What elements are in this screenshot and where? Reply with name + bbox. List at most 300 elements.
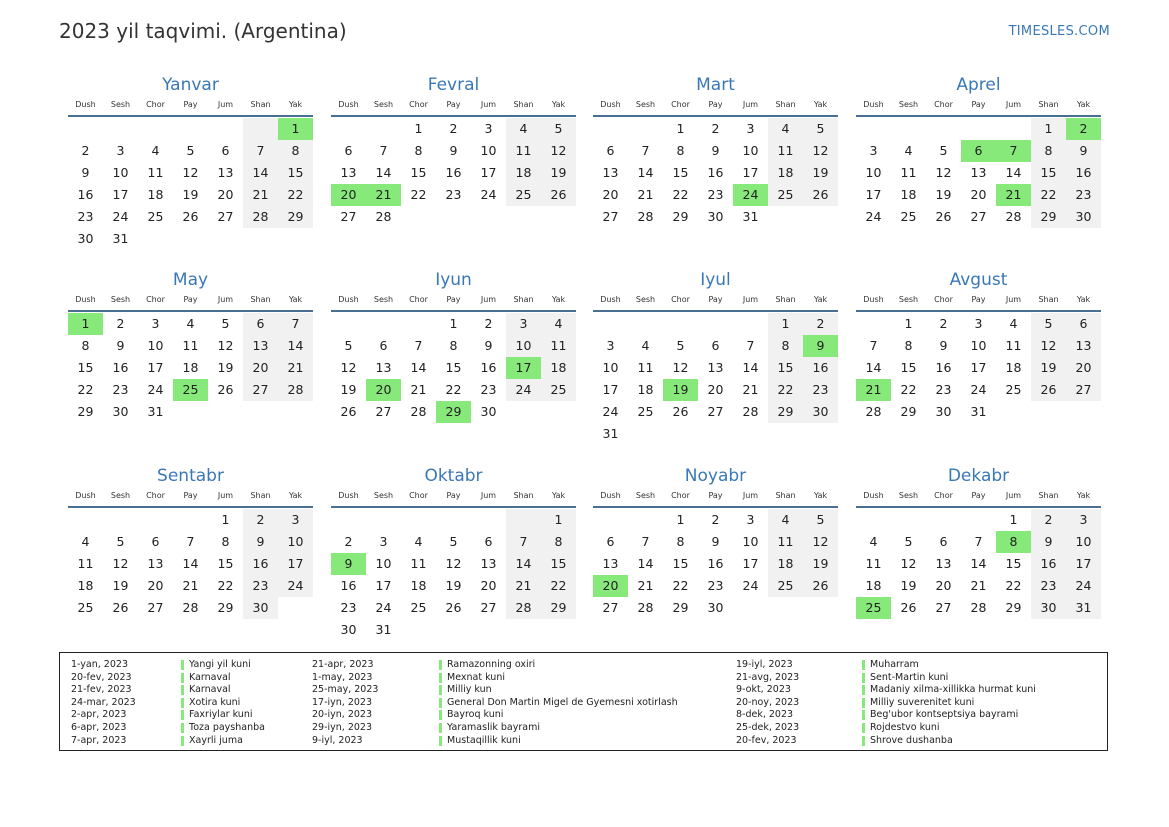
day-cell: 19	[445, 578, 462, 593]
day-cell: 6	[151, 534, 160, 549]
day-cell: 22	[541, 575, 576, 597]
day-cell: 4	[81, 534, 90, 549]
day-cell: 22	[278, 184, 313, 206]
day-cell: 2	[711, 121, 720, 136]
holiday-date: 24-mar, 2023	[71, 696, 136, 708]
day-cell: 10	[742, 534, 759, 549]
month-name: Sentabr	[157, 466, 224, 486]
holiday-day-cell: 20	[366, 379, 401, 401]
weekday-label: Shan	[1038, 491, 1059, 500]
day-cell: 1	[676, 512, 685, 527]
weekday-label: Pay	[708, 491, 723, 500]
month-name: Oktabr	[424, 466, 483, 486]
day-cell: 3	[869, 143, 878, 158]
weekday-label: Pay	[708, 295, 723, 304]
weekday-label: Sesh	[635, 491, 656, 500]
holiday-date: 7-apr, 2023	[71, 734, 127, 746]
day-cell: 14	[410, 360, 427, 375]
weekday-label: Jum	[742, 100, 759, 109]
day-cell: 2	[1031, 509, 1066, 531]
day-cell: 17	[112, 187, 129, 202]
empty-day-cell	[856, 118, 891, 140]
day-cell: 29	[77, 404, 94, 419]
day-cell: 14	[182, 556, 199, 571]
day-cell: 21	[506, 575, 541, 597]
weekday-label: Chor	[146, 100, 165, 109]
day-cell: 23	[1031, 575, 1066, 597]
weekday-label: Pay	[708, 100, 723, 109]
holiday-day-cell: 25	[173, 379, 208, 401]
header-rule	[331, 506, 576, 508]
month-aprel	[856, 72, 1101, 228]
day-cell: 3	[116, 143, 125, 158]
day-cell: 29	[672, 209, 689, 224]
holiday-day-cell: 29	[436, 401, 471, 423]
holiday-name: Bayroq kuni	[447, 709, 504, 721]
day-cell: 17	[1066, 553, 1101, 575]
day-cell: 13	[147, 556, 164, 571]
holiday-row	[60, 659, 1107, 672]
weekday-label: Pay	[446, 491, 461, 500]
empty-day-cell	[138, 118, 173, 140]
empty-day-cell	[366, 509, 401, 531]
month-yanvar	[68, 72, 313, 250]
holiday-marker	[862, 685, 865, 695]
weekday-label: Pay	[446, 100, 461, 109]
day-cell: 9	[711, 143, 720, 158]
day-cell: 9	[711, 534, 720, 549]
day-cell: 1	[221, 512, 230, 527]
month-fevral	[331, 72, 576, 228]
weekday-label: Sesh	[110, 295, 131, 304]
day-cell: 20	[935, 578, 952, 593]
weekday-label: Sesh	[898, 295, 919, 304]
day-cell: 13	[935, 556, 952, 571]
day-cell: 21	[278, 357, 313, 379]
holiday-row	[60, 722, 1107, 735]
day-cell: 11	[410, 556, 427, 571]
day-cell: 25	[1005, 382, 1022, 397]
empty-day-cell	[103, 509, 138, 531]
day-cell: 23	[243, 575, 278, 597]
empty-day-cell	[68, 118, 103, 140]
header-rule	[331, 115, 576, 117]
day-cell: 1	[676, 121, 685, 136]
header-rule	[593, 310, 838, 312]
holiday-day-cell: 17	[506, 357, 541, 379]
day-cell: 21	[742, 382, 759, 397]
month-mart	[593, 72, 838, 228]
day-cell: 1	[1031, 118, 1066, 140]
weekday-label: Yak	[813, 295, 828, 304]
day-cell: 26	[182, 209, 199, 224]
empty-day-cell	[891, 509, 926, 531]
day-cell: 30	[707, 209, 724, 224]
day-cell: 9	[81, 165, 90, 180]
day-cell: 10	[602, 360, 619, 375]
month-name: May	[172, 270, 209, 290]
day-cell: 26	[900, 600, 917, 615]
month-iyul	[593, 267, 838, 445]
day-cell: 6	[606, 534, 615, 549]
day-cell: 5	[676, 338, 685, 353]
month-avgust	[856, 267, 1101, 423]
holiday-row	[60, 709, 1107, 722]
day-cell: 18	[865, 578, 882, 593]
day-cell: 4	[869, 534, 878, 549]
weekday-header	[593, 489, 838, 503]
holiday-row	[60, 735, 1107, 748]
empty-day-cell	[593, 509, 628, 531]
day-cell: 11	[147, 165, 164, 180]
day-cell: 27	[375, 404, 392, 419]
holiday-date: 2-apr, 2023	[71, 709, 127, 721]
day-cell: 17	[602, 382, 619, 397]
weekday-label: Dush	[600, 491, 621, 500]
weekday-label: Sesh	[373, 491, 394, 500]
day-cell: 4	[768, 118, 803, 140]
holiday-date: 1-yan, 2023	[71, 659, 128, 670]
day-cell: 26	[541, 184, 576, 206]
day-cell: 2	[939, 316, 948, 331]
weekday-label: Jum	[217, 100, 234, 109]
day-cell: 8	[1031, 140, 1066, 162]
day-cell: 28	[278, 379, 313, 401]
day-cell: 19	[1031, 357, 1066, 379]
month-dekabr	[856, 463, 1101, 619]
weekday-label: Jum	[480, 491, 497, 500]
holiday-name: Faxriylar kuni	[189, 709, 253, 721]
holiday-name: Rojdestvo kuni	[870, 722, 940, 733]
empty-day-cell	[138, 509, 173, 531]
day-cell: 7	[869, 338, 878, 353]
day-cell: 1	[414, 121, 423, 136]
day-cell: 10	[865, 165, 882, 180]
empty-day-cell	[926, 118, 961, 140]
day-cell: 13	[1066, 335, 1101, 357]
day-cell: 1	[904, 316, 913, 331]
weekday-label: Chor	[146, 491, 165, 500]
day-cell: 26	[445, 600, 462, 615]
holiday-row	[60, 684, 1107, 697]
day-cell: 22	[672, 578, 689, 593]
day-grid	[593, 118, 838, 228]
weekday-label: Jum	[1005, 295, 1022, 304]
holiday-day-cell: 21	[856, 379, 891, 401]
day-cell: 19	[935, 187, 952, 202]
header-rule	[856, 310, 1101, 312]
day-grid	[856, 313, 1101, 423]
day-cell: 7	[414, 338, 423, 353]
weekday-label: Shan	[775, 491, 796, 500]
weekday-label: Chor	[671, 295, 690, 304]
holiday-name: Karnaval	[189, 671, 231, 683]
weekday-header	[68, 98, 313, 112]
day-cell: 16	[1066, 162, 1101, 184]
day-cell: 10	[742, 143, 759, 158]
day-cell: 4	[506, 118, 541, 140]
holiday-date: 9-okt, 2023	[736, 684, 791, 696]
holiday-day-cell: 19	[663, 379, 698, 401]
day-cell: 16	[1031, 553, 1066, 575]
day-cell: 11	[541, 335, 576, 357]
day-cell: 1	[1009, 512, 1018, 527]
day-cell: 4	[541, 313, 576, 335]
weekday-label: Shan	[1038, 295, 1059, 304]
empty-day-cell	[733, 313, 768, 335]
day-cell: 12	[541, 140, 576, 162]
day-cell: 16	[935, 360, 952, 375]
day-cell: 22	[900, 382, 917, 397]
day-cell: 22	[217, 578, 234, 593]
day-cell: 30	[340, 622, 357, 637]
day-grid	[593, 509, 838, 619]
weekday-header	[331, 98, 576, 112]
day-cell: 14	[637, 556, 654, 571]
month-name: Aprel	[956, 75, 1001, 95]
day-cell: 6	[221, 143, 230, 158]
day-cell: 11	[865, 556, 882, 571]
day-cell: 17	[970, 360, 987, 375]
empty-day-cell	[891, 118, 926, 140]
holiday-date: 17-iyn, 2023	[312, 696, 373, 708]
weekday-label: Dush	[600, 100, 621, 109]
holiday-date: 21-apr, 2023	[312, 659, 374, 670]
day-cell: 27	[340, 209, 357, 224]
day-cell: 19	[803, 162, 838, 184]
day-cell: 5	[449, 534, 458, 549]
weekday-label: Yak	[288, 100, 303, 109]
day-cell: 22	[1005, 578, 1022, 593]
empty-day-cell	[856, 313, 891, 335]
empty-day-cell	[856, 509, 891, 531]
day-cell: 27	[217, 209, 234, 224]
holiday-day-cell: 25	[856, 597, 891, 619]
weekday-label: Jum	[217, 491, 234, 500]
holiday-day-cell: 7	[996, 140, 1031, 162]
day-cell: 24	[970, 382, 987, 397]
day-cell: 31	[742, 209, 759, 224]
empty-day-cell	[173, 509, 208, 531]
holiday-name: Shrove dushanba	[870, 734, 953, 746]
weekday-label: Chor	[934, 491, 953, 500]
holiday-name: Madaniy xilma-xillikka hurmat kuni	[870, 684, 1036, 696]
day-cell: 14	[970, 556, 987, 571]
day-cell: 23	[707, 578, 724, 593]
day-cell: 21	[970, 578, 987, 593]
day-cell: 26	[935, 209, 952, 224]
day-cell: 5	[803, 509, 838, 531]
holiday-name: Milliy suverenitet kuni	[870, 696, 975, 708]
day-cell: 8	[414, 143, 423, 158]
day-cell: 12	[340, 360, 357, 375]
weekday-label: Sesh	[898, 100, 919, 109]
weekday-label: Yak	[551, 100, 566, 109]
day-cell: 27	[970, 209, 987, 224]
day-cell: 23	[803, 379, 838, 401]
empty-day-cell	[961, 118, 996, 140]
weekday-label: Shan	[513, 295, 534, 304]
day-cell: 12	[935, 165, 952, 180]
holiday-marker	[862, 736, 865, 746]
day-cell: 28	[742, 404, 759, 419]
day-cell: 13	[243, 335, 278, 357]
day-cell: 4	[186, 316, 195, 331]
day-cell: 22	[672, 187, 689, 202]
day-cell: 27	[243, 379, 278, 401]
weekday-label: Dush	[863, 491, 884, 500]
day-cell: 18	[147, 187, 164, 202]
day-cell: 25	[900, 209, 917, 224]
day-cell: 3	[746, 512, 755, 527]
day-cell: 7	[746, 338, 755, 353]
day-cell: 24	[375, 600, 392, 615]
day-cell: 30	[707, 600, 724, 615]
header-rule	[68, 310, 313, 312]
day-cell: 19	[217, 360, 234, 375]
day-cell: 24	[506, 379, 541, 401]
holiday-date: 19-iyl, 2023	[736, 659, 793, 670]
month-oktabr	[331, 463, 576, 641]
day-cell: 16	[112, 360, 129, 375]
day-cell: 3	[151, 316, 160, 331]
day-cell: 28	[410, 404, 427, 419]
weekday-label: Chor	[671, 491, 690, 500]
day-cell: 24	[602, 404, 619, 419]
day-cell: 27	[935, 600, 952, 615]
day-cell: 18	[410, 578, 427, 593]
day-cell: 29	[1005, 600, 1022, 615]
empty-day-cell	[401, 313, 436, 335]
weekday-label: Shan	[1038, 100, 1059, 109]
holiday-name: Muharram	[870, 659, 919, 670]
weekday-label: Pay	[971, 100, 986, 109]
day-cell: 16	[803, 357, 838, 379]
day-cell: 8	[676, 143, 685, 158]
holiday-date: 1-may, 2023	[312, 671, 373, 683]
day-cell: 13	[217, 165, 234, 180]
day-cell: 14	[1005, 165, 1022, 180]
day-cell: 24	[147, 382, 164, 397]
month-name: Iyul	[700, 270, 731, 290]
day-cell: 4	[904, 143, 913, 158]
weekday-label: Jum	[217, 295, 234, 304]
holiday-name: Mustaqillik kuni	[447, 734, 521, 746]
day-cell: 28	[182, 600, 199, 615]
month-name: Iyun	[435, 270, 472, 290]
day-cell: 2	[803, 313, 838, 335]
day-cell: 17	[278, 553, 313, 575]
day-cell: 2	[116, 316, 125, 331]
day-cell: 18	[637, 382, 654, 397]
day-cell: 31	[112, 231, 129, 246]
day-cell: 4	[151, 143, 160, 158]
day-cell: 25	[637, 404, 654, 419]
day-cell: 30	[1066, 206, 1101, 228]
day-cell: 26	[803, 575, 838, 597]
day-cell: 18	[1005, 360, 1022, 375]
day-cell: 25	[410, 600, 427, 615]
weekday-label: Chor	[409, 100, 428, 109]
day-cell: 30	[77, 231, 94, 246]
day-cell: 1	[541, 509, 576, 531]
holiday-day-cell: 20	[593, 575, 628, 597]
weekday-label: Pay	[183, 491, 198, 500]
weekday-label: Sesh	[373, 295, 394, 304]
day-cell: 17	[147, 360, 164, 375]
day-cell: 15	[672, 556, 689, 571]
day-cell: 6	[484, 534, 493, 549]
day-cell: 26	[803, 184, 838, 206]
weekday-label: Yak	[1076, 491, 1091, 500]
day-cell: 13	[602, 165, 619, 180]
day-cell: 5	[939, 143, 948, 158]
weekday-label: Sesh	[373, 100, 394, 109]
day-grid	[856, 118, 1101, 228]
day-cell: 27	[707, 404, 724, 419]
holiday-name: General Don Martin Migel de Gyemesni xotirlash	[447, 696, 678, 708]
weekday-label: Yak	[288, 295, 303, 304]
day-cell: 5	[221, 316, 230, 331]
day-cell: 7	[243, 140, 278, 162]
day-cell: 28	[637, 600, 654, 615]
day-cell: 11	[768, 140, 803, 162]
day-cell: 17	[742, 165, 759, 180]
day-cell: 13	[602, 556, 619, 571]
holiday-name: Mexnat kuni	[447, 671, 505, 683]
holiday-marker	[862, 673, 865, 683]
weekday-label: Jum	[742, 295, 759, 304]
day-cell: 17	[865, 187, 882, 202]
day-cell: 30	[1031, 597, 1066, 619]
day-cell: 12	[900, 556, 917, 571]
month-name: Yanvar	[162, 75, 219, 95]
weekday-label: Yak	[288, 491, 303, 500]
holiday-date: 6-apr, 2023	[71, 722, 127, 733]
weekday-label: Jum	[742, 491, 759, 500]
empty-day-cell	[436, 509, 471, 531]
day-cell: 21	[637, 187, 654, 202]
day-cell: 21	[410, 382, 427, 397]
day-cell: 3	[746, 121, 755, 136]
day-cell: 15	[1031, 162, 1066, 184]
day-cell: 11	[506, 140, 541, 162]
weekday-label: Sesh	[110, 491, 131, 500]
day-grid	[331, 118, 576, 228]
day-cell: 18	[768, 162, 803, 184]
day-cell: 29	[672, 600, 689, 615]
day-cell: 8	[278, 140, 313, 162]
day-cell: 17	[480, 165, 497, 180]
header-rule	[856, 506, 1101, 508]
day-cell: 24	[865, 209, 882, 224]
weekday-header	[593, 98, 838, 112]
weekday-label: Shan	[250, 491, 271, 500]
day-cell: 23	[480, 382, 497, 397]
day-cell: 29	[541, 597, 576, 619]
holiday-name: Ramazonning oxiri	[447, 659, 536, 670]
day-cell: 15	[672, 165, 689, 180]
day-cell: 11	[1005, 338, 1022, 353]
day-cell: 29	[1031, 206, 1066, 228]
day-cell: 3	[506, 313, 541, 335]
holiday-date: 25-may, 2023	[312, 684, 379, 696]
day-cell: 3	[606, 338, 615, 353]
day-cell: 23	[1066, 184, 1101, 206]
brand-link[interactable]: TIMESLES.COM	[1008, 24, 1110, 39]
day-cell: 23	[112, 382, 129, 397]
weekday-label: Shan	[775, 100, 796, 109]
